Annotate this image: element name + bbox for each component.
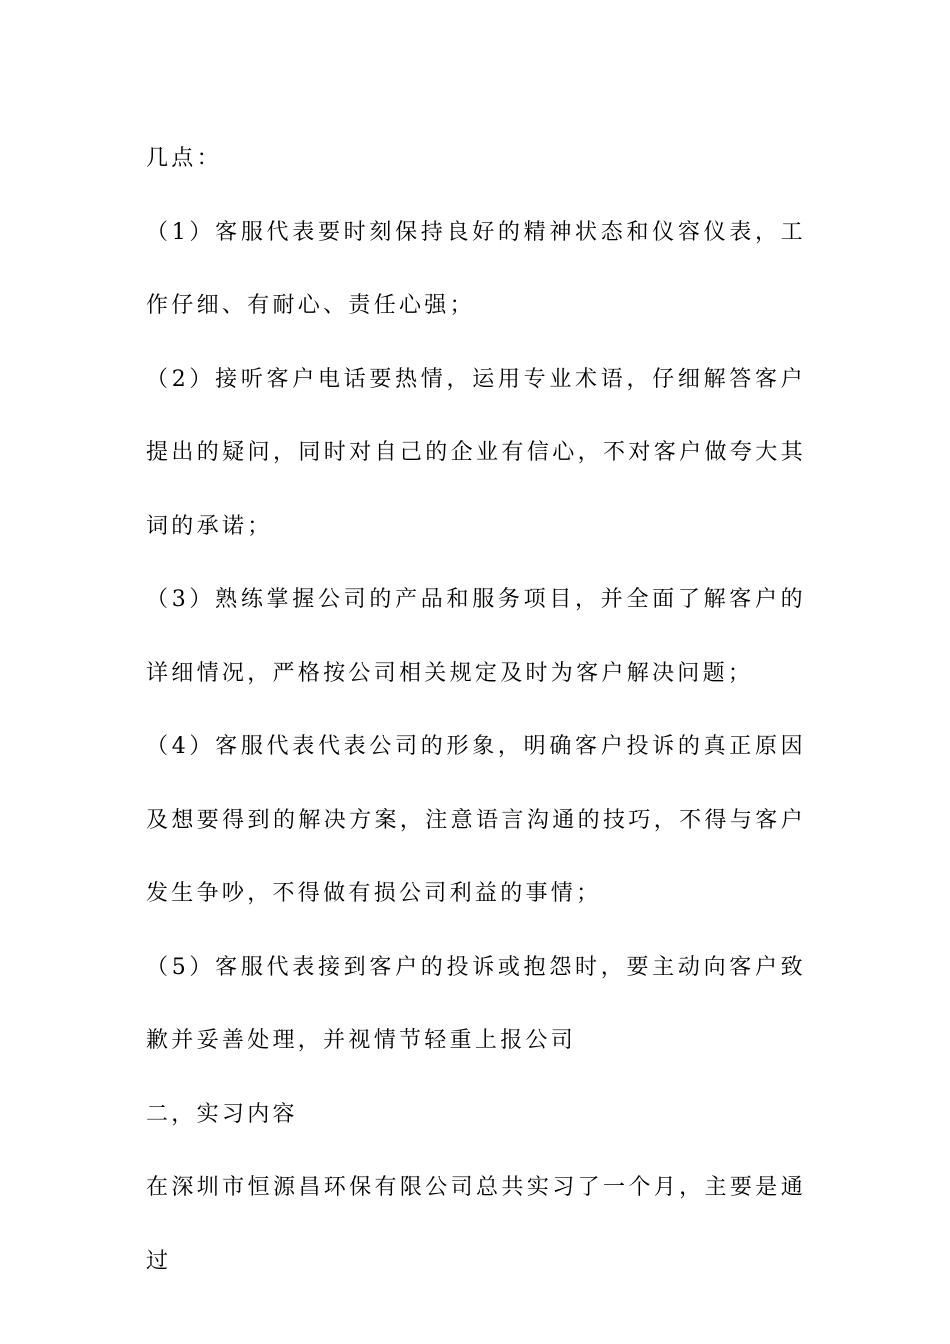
paragraph-item-3: （3）熟练掌握公司的产品和服务项目，并全面了解客户的详细情况，严格按公司相关规定及时为客户解决问题； [146, 587, 806, 686]
section-heading: 二，实习内容 [146, 1101, 298, 1127]
paragraph-item-5: （5）客服代表接到客户的投诉或抱怨时，要主动向客户致歉并妥善处理，并视情节轻重上报公司 [146, 954, 806, 1053]
paragraph-section-body: 在深圳市恒源昌环保有限公司总共实习了一个月，主要是通过 [146, 1175, 806, 1274]
paragraph-item-2: （2）接听客户电话要热情，运用专业术语，仔细解答客户提出的疑问，同时对自己的企业有信心，不对客户做夸大其词的承诺； [146, 366, 806, 539]
paragraph-intro-fragment: 几点： [146, 146, 222, 171]
document-body [146, 122, 806, 1298]
paragraph-item-4: （4）客服代表代表公司的形象，明确客户投诉的真正原因及想要得到的解决方案，注意语言沟通的技巧，不得与客户发生争吵，不得做有损公司利益的事情； [146, 734, 806, 906]
paragraph-item-1: （1）客服代表要时刻保持良好的精神状态和仪容仪表，工作仔细、有耐心、责任心强； [146, 219, 806, 318]
